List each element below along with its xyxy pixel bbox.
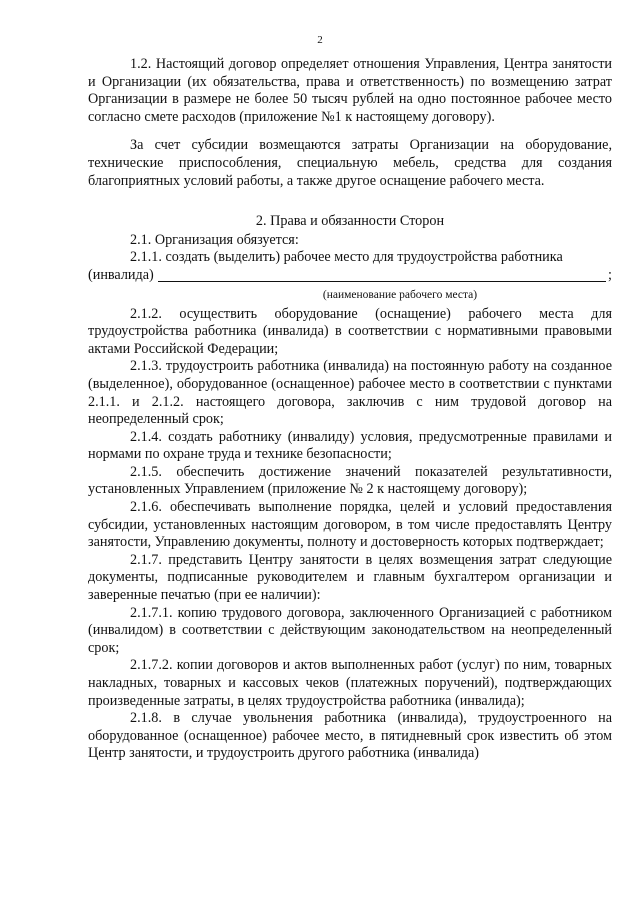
clause-2-1-2: 2.1.2. осуществить оборудование (оснащение) рабочего места для трудоустройства работника (инвалида) в соответствии с нормативными правовыми актами Российской Федерации; (88, 305, 612, 357)
clause-2-1-7-1: 2.1.7.1. копию трудового договора, заключенного Организацией с работником (инвалидом) в соответствии с действующим законодательством на неопределенный срок; (88, 604, 612, 656)
clause-2-1-7-2: 2.1.7.2. копии договоров и актов выполненных работ (услуг) по ним, товарных накладных, товарных и кассовых чеков (платежных поручений), подтверждающих произведенные затраты, в целях трудоустройства работника (инвалида); (88, 657, 612, 709)
workplace-name-line (88, 267, 612, 285)
page-number: 2 (317, 34, 323, 46)
clause-2-1-1: 2.1.1. создать (выделить) рабочее место для трудоустройства работника (130, 249, 563, 266)
workplace-name-caption: (наименование рабочего места) (322, 288, 478, 301)
blank-underline (158, 269, 606, 282)
clause-2-1-5: 2.1.5. обеспечить достижение значений показателей результативности, установленных Управлением (приложение № 2 к настоящему договору); (88, 463, 612, 498)
clause-2-1: 2.1. Организация обязуется: (130, 231, 299, 248)
clause-2-1-7: 2.1.7. представить Центру занятости в целях возмещения затрат следующие документы, подписанные руководителем и главным бухгалтером организации и заверенные печатью (при ее наличии): (88, 551, 612, 604)
clause-2-1-3: 2.1.3. трудоустроить работника (инвалида) на постоянную работу на созданное (выделенное), оборудованное (оснащенное) рабочее место в соответствии с пунктами 2.1.1. и 2.1.2. настоящего договора, заключив с ним трудовой договор на неопределенный срок; (88, 358, 612, 428)
semicolon: ; (608, 266, 612, 283)
document-body (88, 56, 612, 763)
clause-1-2: 1.2. Настоящий договор определяет отношения Управления, Центра занятости и Организации (их обязательства, права и ответственность) по возмещению затрат Организации в размере не более 50 тысяч рублей на одно постоянное рабочее место согласно смете расходов (приложение №1 к настоящему договору). (88, 56, 612, 125)
section-2-title: 2. Права и обязанности Сторон (255, 213, 445, 230)
clause-2-1-8: 2.1.8. в случае увольнения работника (инвалида), трудоустроенного на оборудованное (оснащенное) рабочее место, в пятидневный срок известить об этом Центр занятости, и трудоустроить другого работника (инвалида) (88, 710, 612, 762)
clause-2-1-4: 2.1.4. создать работнику (инвалиду) условия, предусмотренные правилами и нормами по охране труда и технике безопасности; (88, 428, 612, 463)
clause-2-1-6: 2.1.6. обеспечивать выполнение порядка, целей и условий предоставления субсидии, установленных настоящим договором, в том числе предоставлять Центру занятости, Управлению документы, полноту и достоверность которых подтверждает; (88, 499, 612, 551)
subsidy-paragraph: За счет субсидии возмещаются затраты Организации на оборудование, технические приспособления, специальную мебель, средства для создания благоприятных условий работы, а также другое оснащение рабочего места. (88, 137, 612, 189)
invalid-label: (инвалида) (88, 266, 154, 283)
